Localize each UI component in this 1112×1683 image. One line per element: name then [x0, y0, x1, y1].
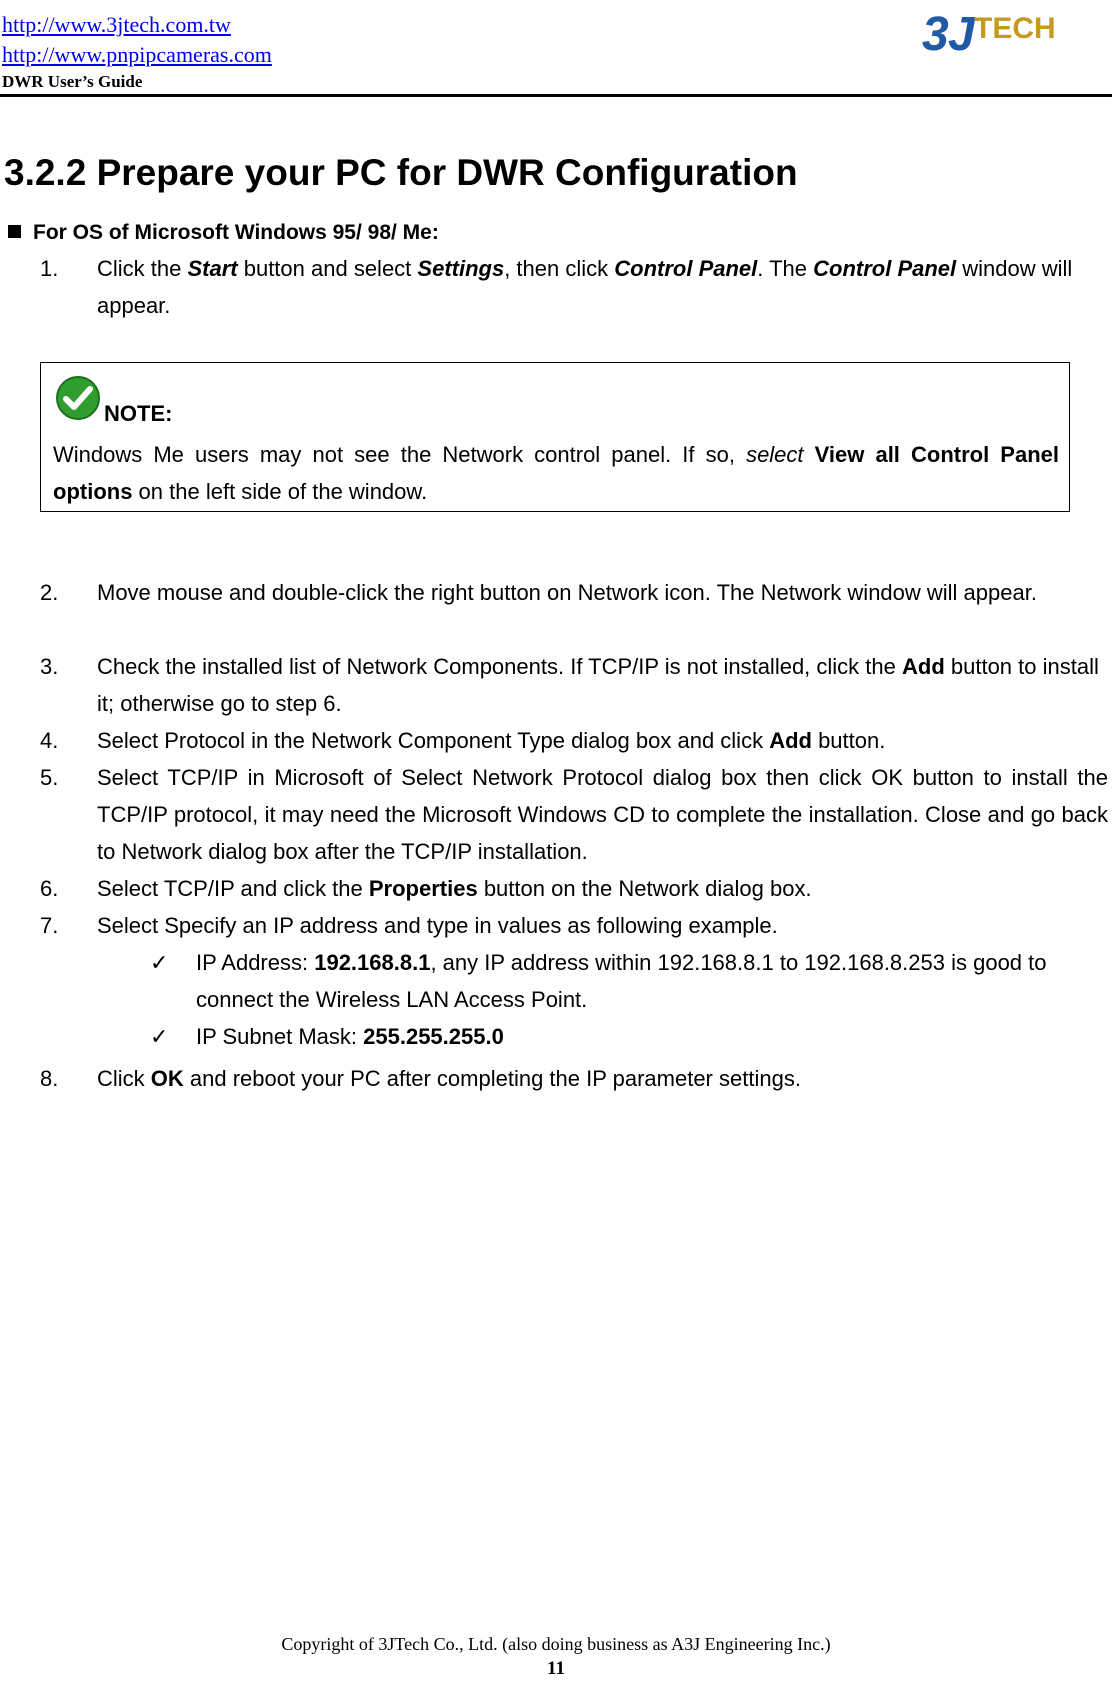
ip-address-example: ✓ IP Address: 192.168.8.1, any IP address within 192.168.8.1 to 192.168.8.253 is good to connect the Wireless LAN Access Point.: [150, 944, 1080, 1018]
guide-title: DWR User’s Guide: [2, 72, 143, 91]
svg-text:J: J: [948, 8, 975, 61]
subnet-mask-example: ✓ IP Subnet Mask: 255.255.255.0: [150, 1018, 1080, 1055]
svg-text:TECH: TECH: [974, 12, 1056, 45]
section-title: 3.2.2 Prepare your PC for DWR Configuration: [4, 152, 798, 193]
square-bullet-icon: [8, 225, 21, 238]
step-8: 8. Click OK and reboot your PC after completing the IP parameter settings.: [40, 1066, 801, 1091]
note-title: NOTE:: [104, 401, 173, 426]
step-2: 2. Move mouse and double-click the right button on Network icon. The Network window will appear.: [40, 580, 1037, 605]
page-header: [2, 10, 272, 92]
svg-text:3: 3: [922, 8, 949, 61]
copyright-footer: Copyright of 3JTech Co., Ltd. (also doing business as A3J Engineering Inc.): [281, 1634, 831, 1654]
header-link-pnpipcameras[interactable]: http://www.pnpipcameras.com: [2, 42, 272, 67]
3jtech-logo: [920, 2, 1060, 67]
page-number: 11: [547, 1658, 565, 1679]
step-5: 5. Select TCP/IP in Microsoft of Select Network Protocol dialog box then click OK button to install the TCP/IP protocol, it may need the Microsoft Windows CD to complete the installation. Close and go back to Network dialog box after the TCP/IP installation.: [40, 765, 1108, 864]
step-7: 7. Select Specify an IP address and type in values as following example.: [40, 913, 778, 938]
note-box: [40, 362, 1070, 512]
header-divider: [0, 94, 1112, 97]
step-3: 3. Check the installed list of Network Components. If TCP/IP is not installed, click the Add button to install it; otherwise go to step 6.: [40, 654, 1099, 716]
os-subheading: For OS of Microsoft Windows 95/ 98/ Me:: [8, 221, 439, 245]
header-link-3jtech[interactable]: http://www.3jtech.com.tw: [2, 12, 231, 37]
checkmark-icon: ✓: [150, 950, 169, 975]
checkmark-icon: ✓: [150, 1024, 169, 1049]
step-4: 4. Select Protocol in the Network Component Type dialog box and click Add button.: [40, 728, 886, 753]
green-check-icon: [55, 375, 101, 426]
step-1: 1. Click the Start button and select Settings, then click Control Panel. The Control Panel window will appear.: [40, 256, 1073, 318]
step-6: 6. Select TCP/IP and click the Properties button on the Network dialog box.: [40, 876, 812, 901]
note-body: Windows Me users may not see the Network control panel. If so, select View all Control Panel options on the left side of the window.: [53, 442, 1059, 504]
